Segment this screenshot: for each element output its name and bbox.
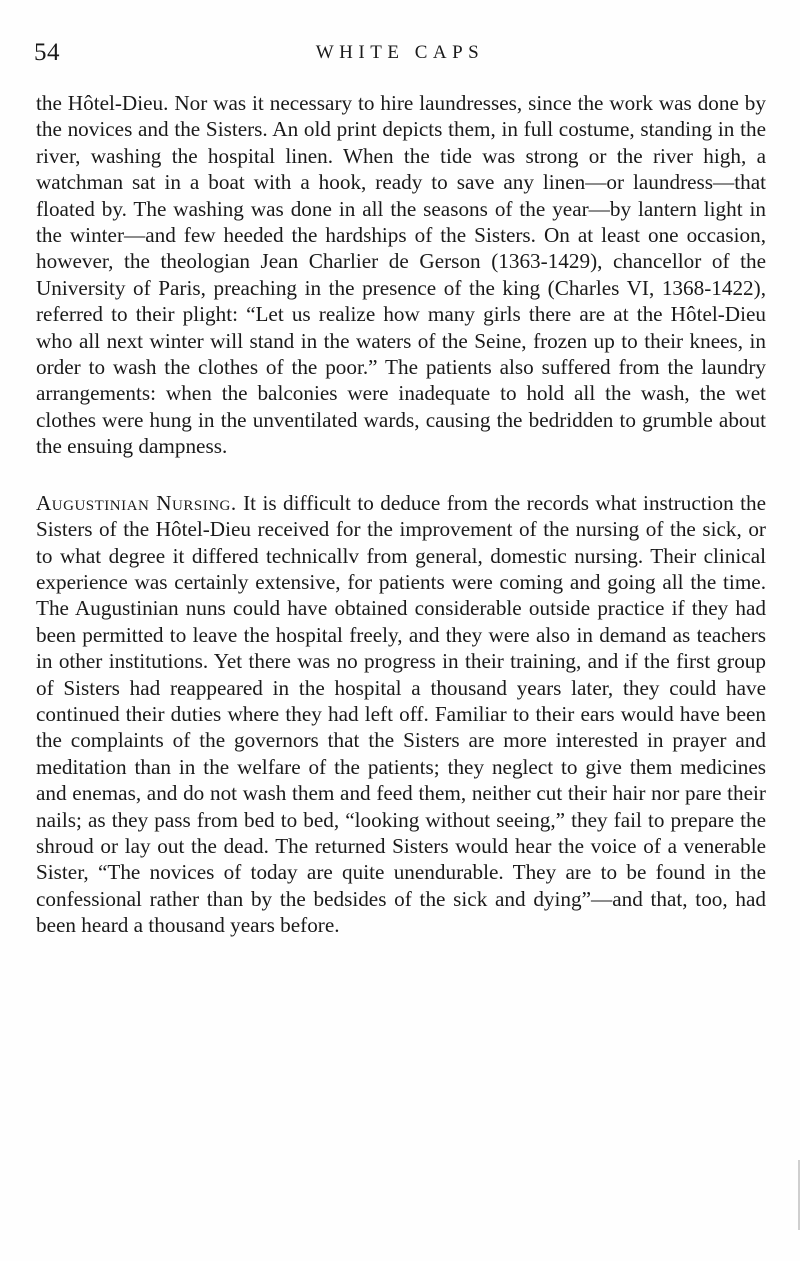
page-number: 54: [34, 39, 60, 66]
paragraph-laundry: [36, 90, 766, 460]
paragraph-text: It is difficult to deduce from the records what instruction the Sisters of the Hôtel-Dieu received for the improvement of the nursing of the sick, or to what degree it differed technicallv from general, domestic nursing. Their clinical experience was certainly extensive, for patients were coming and going all the time. The Augustinian nuns could have obtained considerable outside practice if they had been permitted to leave the hospital freely, and they were also in demand as teachers in other institutions. Yet there was no progress in their training, and if the first group of Sisters had reappeared in the hospital a thousand years later, they could have continued their duties where they had left off. Familiar to their ears would have been the complaints of the governors that the Sisters are more interested in prayer and meditation than in the welfare of the patients; they neglect to give them medicines and enemas, and do not wash them and feed them, neither cut their hair nor pare their nails; as they pass from bed to bed, “looking without seeing,” they fail to prepare the shroud or lay out the dead. The returned Sisters would hear the voice of a venerable Sister, “The novices of today are quite unendurable. They are to be found in the confessional rather than by the bedsides of the sick and dying”—and that, too, had been heard a thousand years before.: [36, 490, 767, 938]
paragraph-text: the Hôtel-Dieu. Nor was it necessary to hire laundresses, since the work was done by the novices and the Sisters. An old print depicts them, in full costume, standing in the river, washing the hospital linen. When the tide was strong or the river high, a watchman sat in a boat with a hook, ready to save any linen—or laundress—that floated by. The washing was done in all the seasons of the year—by lantern light in the winter—and few heeded the hardships of the Sisters. On at least one occasion, however, the theologian Jean Charlier de Gerson (1363-1429), chancellor of the University of Paris, preaching in the presence of the king (Charles VI, 1368-1422), referred to their plight: “Let us realize how many girls there are at the Hôtel-Dieu who all next winter will stand in the waters of the Seine, frozen up to their knees, in order to wash the clothes of the poor.” The patients also suffered from the laundry arrangements: when the balconies were inadequate to hold all the wash, the wet clothes were hung in the unventilated wards, causing the bedridden to grumble about the ensuing dampness.: [36, 91, 766, 459]
body-text: [36, 90, 766, 939]
section-heading: Augustinian Nursing.: [36, 490, 237, 515]
running-head: [34, 38, 766, 72]
paragraph-augustinian-nursing: [36, 490, 766, 939]
running-title: WHITE CAPS: [315, 42, 485, 63]
